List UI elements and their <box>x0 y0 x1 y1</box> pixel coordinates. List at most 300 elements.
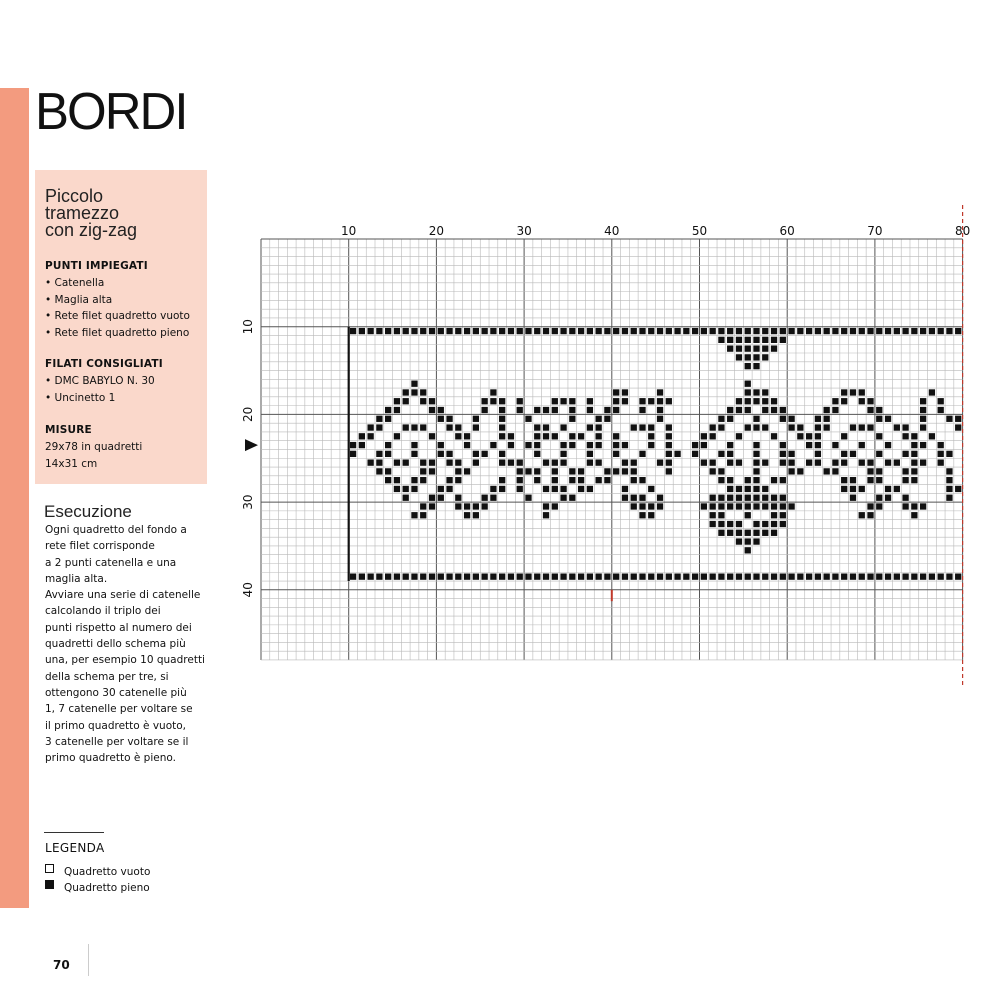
filled-square <box>648 433 654 439</box>
filled-square <box>727 442 733 448</box>
filled-square <box>622 328 628 334</box>
filled-square <box>771 521 777 527</box>
filled-square <box>578 468 584 474</box>
filled-square <box>850 328 856 334</box>
filled-square <box>806 328 812 334</box>
filled-square <box>841 486 847 492</box>
filled-square <box>657 328 663 334</box>
filled-square <box>666 433 672 439</box>
filled-square <box>718 328 724 334</box>
filled-square <box>359 433 365 439</box>
filled-square <box>709 459 715 465</box>
filled-square <box>464 433 470 439</box>
filled-square <box>534 477 540 483</box>
filled-square <box>736 398 742 404</box>
filled-square <box>517 477 523 483</box>
body-line: calcolando il triplo dei <box>45 605 161 618</box>
filled-square <box>639 503 645 509</box>
filled-square <box>657 495 663 501</box>
filled-square <box>797 328 803 334</box>
filled-square <box>771 407 777 413</box>
filled-square <box>411 451 417 457</box>
filled-square <box>727 477 733 483</box>
filled-square <box>499 459 505 465</box>
filled-square <box>701 459 707 465</box>
filled-square <box>552 486 558 492</box>
filled-square <box>701 503 707 509</box>
filled-square <box>850 424 856 430</box>
filled-square <box>736 337 742 343</box>
filled-square <box>753 363 759 369</box>
filled-square <box>648 486 654 492</box>
filled-square <box>815 459 821 465</box>
filled-square <box>955 486 961 492</box>
filled-square <box>876 468 882 474</box>
filled-square <box>824 468 830 474</box>
filled-square <box>446 424 452 430</box>
filled-square <box>613 398 619 404</box>
filled-square <box>631 424 637 430</box>
filled-square <box>525 573 531 579</box>
filled-square <box>859 486 865 492</box>
filled-square <box>824 573 830 579</box>
filled-square <box>938 442 944 448</box>
filled-square <box>385 477 391 483</box>
filled-square <box>587 424 593 430</box>
filled-square <box>824 424 830 430</box>
filled-square <box>885 495 891 501</box>
filled-square <box>718 521 724 527</box>
filled-square <box>850 477 856 483</box>
filled-square <box>657 398 663 404</box>
filled-square <box>543 424 549 430</box>
filled-square <box>736 407 742 413</box>
filled-square <box>867 468 873 474</box>
esecuzione-heading: Esecuzione <box>44 502 132 521</box>
filled-square <box>666 424 672 430</box>
x-tick-label: 20 <box>428 224 445 238</box>
filled-square <box>859 389 865 395</box>
filled-square <box>753 530 759 536</box>
filled-square <box>709 521 715 527</box>
filled-square <box>455 468 461 474</box>
filled-square <box>815 416 821 422</box>
filled-square <box>745 503 751 509</box>
filled-square <box>657 503 663 509</box>
filled-square <box>420 328 426 334</box>
filled-square <box>674 573 680 579</box>
filled-square <box>736 459 742 465</box>
filled-square <box>508 459 514 465</box>
filled-square <box>946 486 952 492</box>
filled-square <box>481 407 487 413</box>
filled-square <box>876 477 882 483</box>
filled-square <box>517 573 523 579</box>
filled-square <box>569 477 575 483</box>
filled-square <box>946 495 952 501</box>
filled-square <box>569 328 575 334</box>
filled-square <box>902 503 908 509</box>
filled-square <box>631 328 637 334</box>
filled-square <box>867 424 873 430</box>
filled-square <box>911 328 917 334</box>
filled-square <box>411 512 417 518</box>
filled-square <box>771 503 777 509</box>
filled-square <box>753 521 759 527</box>
body-line: della schema per tre, si <box>45 670 169 683</box>
filled-square <box>727 486 733 492</box>
filled-square <box>560 398 566 404</box>
filled-square <box>753 477 759 483</box>
filled-square <box>911 503 917 509</box>
filled-square <box>938 328 944 334</box>
filled-square <box>622 398 628 404</box>
filled-square <box>727 573 733 579</box>
filled-square <box>403 573 409 579</box>
filled-square <box>850 573 856 579</box>
filled-square <box>806 459 812 465</box>
filled-square <box>859 328 865 334</box>
filled-square <box>394 486 400 492</box>
filled-square <box>648 424 654 430</box>
filled-square <box>631 573 637 579</box>
filled-square <box>429 433 435 439</box>
filled-square <box>569 442 575 448</box>
filled-square <box>832 459 838 465</box>
filled-square <box>736 521 742 527</box>
filled-square <box>753 503 759 509</box>
filled-square <box>385 573 391 579</box>
filled-square <box>394 459 400 465</box>
filled-square <box>481 495 487 501</box>
body-line: 3 catenelle per voltare se il <box>45 735 189 748</box>
filled-square <box>543 503 549 509</box>
filled-square <box>525 442 531 448</box>
filled-square <box>894 459 900 465</box>
filled-square <box>727 416 733 422</box>
filled-square <box>648 398 654 404</box>
filled-square <box>762 486 768 492</box>
y-tick-label: 20 <box>241 406 255 423</box>
pattern-title: Piccolo tramezzo con zig-zag <box>45 186 138 240</box>
filled-square <box>788 459 794 465</box>
filled-square <box>560 442 566 448</box>
filled-square <box>604 477 610 483</box>
filled-square <box>867 407 873 413</box>
filled-square <box>631 459 637 465</box>
filled-square <box>499 398 505 404</box>
filled-square <box>832 573 838 579</box>
filled-square <box>709 503 715 509</box>
filled-square <box>753 424 759 430</box>
filled-square <box>613 407 619 413</box>
filled-square <box>745 530 751 536</box>
filled-square <box>411 486 417 492</box>
filled-square <box>745 424 751 430</box>
filled-square <box>718 495 724 501</box>
filled-square <box>367 433 373 439</box>
filled-square <box>595 442 601 448</box>
filled-square <box>429 459 435 465</box>
filled-square <box>745 381 751 387</box>
filled-square <box>455 573 461 579</box>
filled-square <box>762 345 768 351</box>
filled-square <box>648 328 654 334</box>
body-line: rete filet corrisponde <box>45 540 155 553</box>
filled-square <box>902 328 908 334</box>
filled-square <box>622 459 628 465</box>
filled-square <box>780 459 786 465</box>
filled-square <box>902 477 908 483</box>
legend-label: Quadretto pieno <box>64 882 150 894</box>
filled-square <box>429 398 435 404</box>
filled-square <box>569 573 575 579</box>
filled-square <box>920 503 926 509</box>
filled-square <box>692 328 698 334</box>
filled-square <box>350 451 356 457</box>
filled-square <box>920 573 926 579</box>
filled-square <box>499 486 505 492</box>
filled-square <box>920 398 926 404</box>
filled-square <box>631 503 637 509</box>
filled-square <box>587 442 593 448</box>
filled-square <box>481 328 487 334</box>
body-line: quadretti dello schema più <box>45 638 186 651</box>
filled-square <box>376 573 382 579</box>
filled-square <box>824 407 830 413</box>
filled-square <box>525 495 531 501</box>
filled-square <box>394 398 400 404</box>
x-tick-label: 30 <box>516 224 532 238</box>
filled-square <box>595 416 601 422</box>
filled-square <box>894 573 900 579</box>
filled-square <box>780 477 786 483</box>
body-line: punti rispetto al numero dei <box>45 621 192 634</box>
filled-square <box>885 573 891 579</box>
x-tick-label: 10 <box>341 224 357 238</box>
filled-square <box>499 433 505 439</box>
filled-square <box>885 328 891 334</box>
filled-square <box>411 381 417 387</box>
filled-square <box>762 521 768 527</box>
filled-square <box>394 433 400 439</box>
filled-square <box>955 416 961 422</box>
filled-square <box>850 495 856 501</box>
list-item: 29x78 in quadretti <box>45 441 143 453</box>
filled-square <box>692 442 698 448</box>
filled-square <box>788 503 794 509</box>
filled-square <box>920 416 926 422</box>
filled-square <box>508 433 514 439</box>
filled-square <box>674 451 680 457</box>
filled-square <box>595 433 601 439</box>
filled-square <box>420 459 426 465</box>
list-item: • Uncinetto 1 <box>45 391 116 404</box>
filled-square <box>438 328 444 334</box>
filled-square <box>429 495 435 501</box>
filled-square <box>727 345 733 351</box>
filled-square <box>394 328 400 334</box>
filled-square <box>867 328 873 334</box>
filled-square <box>622 468 628 474</box>
filled-square <box>604 407 610 413</box>
filled-square <box>745 486 751 492</box>
filled-square <box>867 477 873 483</box>
filled-square <box>683 328 689 334</box>
filled-square <box>727 459 733 465</box>
filled-square <box>403 398 409 404</box>
filled-square <box>455 477 461 483</box>
filled-square <box>753 468 759 474</box>
filled-square <box>385 328 391 334</box>
filled-square <box>473 424 479 430</box>
filled-square <box>438 486 444 492</box>
filled-square <box>420 398 426 404</box>
filled-square <box>420 512 426 518</box>
filled-square <box>745 573 751 579</box>
filled-square <box>639 407 645 413</box>
filled-square <box>429 468 435 474</box>
filled-square <box>517 328 523 334</box>
filled-square <box>517 407 523 413</box>
filled-square <box>762 495 768 501</box>
filled-square <box>411 389 417 395</box>
filled-square <box>736 503 742 509</box>
filled-square <box>762 424 768 430</box>
filled-square <box>525 328 531 334</box>
filled-square <box>911 433 917 439</box>
page-number: 70 <box>53 958 70 972</box>
filled-square <box>902 433 908 439</box>
legend-label: Quadretto vuoto <box>64 866 151 878</box>
filled-square <box>692 573 698 579</box>
filled-square <box>438 416 444 422</box>
filled-square <box>815 433 821 439</box>
filled-square <box>832 468 838 474</box>
filled-square <box>534 328 540 334</box>
filled-square <box>604 416 610 422</box>
filled-square <box>902 451 908 457</box>
filled-square <box>455 495 461 501</box>
filled-square <box>420 424 426 430</box>
filled-square <box>631 468 637 474</box>
filled-square <box>657 416 663 422</box>
filled-square <box>815 451 821 457</box>
filled-square <box>859 459 865 465</box>
filled-square <box>481 573 487 579</box>
filled-square <box>639 398 645 404</box>
filled-square <box>771 328 777 334</box>
filled-square <box>920 442 926 448</box>
filled-square <box>762 389 768 395</box>
filled-square <box>446 486 452 492</box>
filled-square <box>946 416 952 422</box>
filled-square <box>718 424 724 430</box>
filled-square <box>499 424 505 430</box>
filled-square <box>876 573 882 579</box>
filled-square <box>753 416 759 422</box>
filled-square <box>718 416 724 422</box>
x-tick-label: 60 <box>779 224 795 238</box>
filled-square <box>560 424 566 430</box>
filled-square <box>499 328 505 334</box>
filled-square <box>788 468 794 474</box>
filled-square <box>508 328 514 334</box>
filled-square <box>385 442 391 448</box>
filled-square <box>911 477 917 483</box>
list-item: • Catenella <box>45 277 105 289</box>
body-line: primo quadretto è pieno. <box>45 752 176 765</box>
filled-square <box>780 407 786 413</box>
filled-square <box>613 468 619 474</box>
filled-square <box>911 512 917 518</box>
filled-square <box>832 398 838 404</box>
filled-square <box>657 459 663 465</box>
filled-square <box>446 459 452 465</box>
filled-square <box>411 328 417 334</box>
filled-square <box>718 337 724 343</box>
filled-square <box>394 477 400 483</box>
filled-square <box>718 468 724 474</box>
filled-square <box>438 573 444 579</box>
filled-square <box>902 573 908 579</box>
filled-square <box>569 398 575 404</box>
filled-square <box>587 398 593 404</box>
filled-square <box>552 407 558 413</box>
filled-square <box>578 433 584 439</box>
filled-square <box>718 512 724 518</box>
filled-square <box>797 433 803 439</box>
filled-square <box>560 459 566 465</box>
filled-square <box>499 573 505 579</box>
filled-square <box>894 424 900 430</box>
filled-square <box>464 442 470 448</box>
filled-square <box>938 573 944 579</box>
filled-square <box>859 573 865 579</box>
filled-square <box>657 389 663 395</box>
filled-square <box>631 495 637 501</box>
filled-square <box>867 512 873 518</box>
filled-square <box>701 433 707 439</box>
filled-square <box>771 512 777 518</box>
filled-square <box>885 459 891 465</box>
filled-square <box>578 477 584 483</box>
filled-square <box>762 328 768 334</box>
filled-square <box>490 442 496 448</box>
filled-square <box>929 573 935 579</box>
filled-square <box>473 459 479 465</box>
filled-square <box>595 424 601 430</box>
filled-square <box>727 530 733 536</box>
filled-square <box>946 477 952 483</box>
filled-square <box>753 486 759 492</box>
filled-square <box>543 512 549 518</box>
filled-square <box>709 495 715 501</box>
filled-square <box>613 433 619 439</box>
filled-square <box>850 389 856 395</box>
filled-square <box>771 345 777 351</box>
filled-square <box>859 398 865 404</box>
filled-square <box>894 486 900 492</box>
filled-square <box>648 503 654 509</box>
filled-square <box>587 573 593 579</box>
filled-square <box>832 442 838 448</box>
filled-square <box>359 442 365 448</box>
filled-square <box>780 503 786 509</box>
filled-square <box>709 512 715 518</box>
filled-square <box>376 328 382 334</box>
filled-square <box>569 495 575 501</box>
